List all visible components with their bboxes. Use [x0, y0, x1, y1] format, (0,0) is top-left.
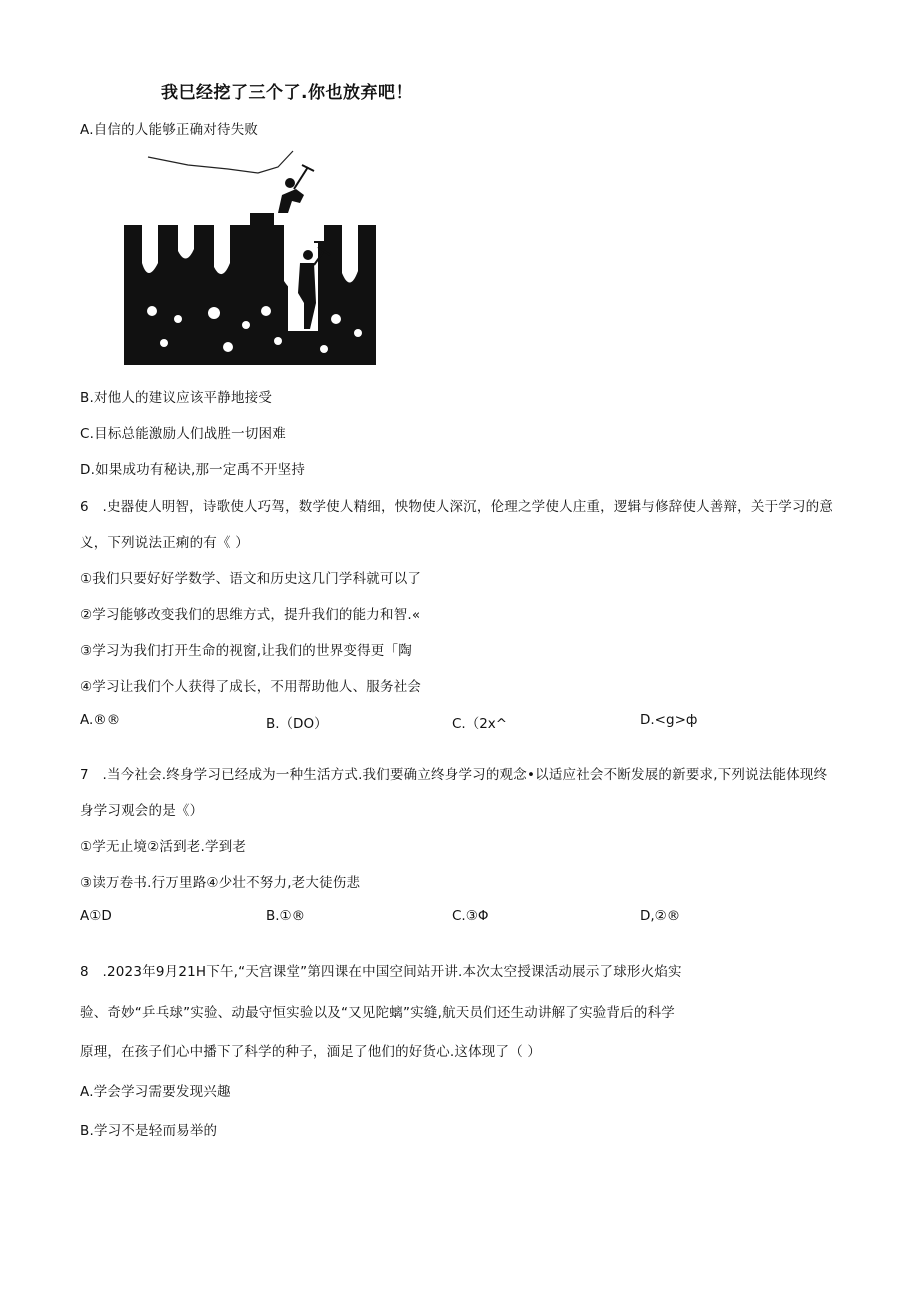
q6-item-3: ③学习为我们打开生命的视窗,让我们的世界变得更「陶 — [80, 643, 412, 659]
q6-item-2: ②学习能够改变我们的思维方式，提升我们的能力和智.« — [80, 607, 421, 623]
q7-items-1-2: ①学无止境②活到老.学到老 — [80, 839, 247, 855]
q5-option-a[interactable]: A.自信的人能够正确对待失败 — [80, 122, 259, 138]
cartoon-caption: 我巳经挖了三个了.你也放弃吧！ — [161, 83, 413, 103]
q6-choice-a[interactable]: A.®® — [80, 712, 121, 728]
q8-stem-line-3: 原理，在孩子们心中播下了科学的种子，湎足了他们的好货心.这体现了（ ） — [80, 1044, 542, 1060]
q7-choice-d[interactable]: D,②® — [640, 908, 681, 924]
q7-items-3-4: ③读万卷书.行万里路④少壮不努力,老大徒伤悲 — [80, 875, 361, 891]
q7-stem-line-1: 7 .当今社会.终身学习已经成为一种生活方式.我们要确立终身学习的观念•以适应社会不断发展的新要求,下列说法能体现终 — [80, 767, 828, 783]
q7-stem-line-2: 身学习观会的是《） — [80, 803, 204, 819]
q7-choice-a[interactable]: A①D — [80, 908, 112, 924]
q6-stem-line-2: 义，下列说法正痢的有《 ） — [80, 535, 249, 551]
cartoon-illustration — [118, 143, 382, 367]
q5-option-c[interactable]: C.目标总能激励人们战胜一切困难 — [80, 426, 286, 442]
q8-option-b[interactable]: B.学习不是轻而易举的 — [80, 1123, 218, 1139]
q6-choice-b[interactable]: B.（DO） — [266, 716, 328, 732]
q6-choice-d[interactable]: D.<g>ф — [640, 712, 698, 728]
q8-stem-line-1: 8 .2023年9月21H下午,“天宫课堂”第四课在中国空间站开讲.本次太空授课活动展示了球形火焰实 — [80, 964, 682, 980]
q6-stem-line-1: 6 .史器使人明智，诗歌使人巧驾，数学使人精细，怏物使人深沉，伦理之学使人庄重，逻辑与修辞使人善辩，关于学习的意 — [80, 499, 834, 515]
q6-item-4: ④学习让我们个人获得了成长，不用帮助他人、服务社会 — [80, 679, 422, 695]
q8-option-a[interactable]: A.学会学习需要发现兴趣 — [80, 1084, 231, 1100]
q6-choice-c[interactable]: C.（2x^ — [452, 716, 508, 732]
q8-stem-line-2: 验、奇妙“乒乓球”实验、动最守恒实验以及“又见陀螭”实缝,航天员们还生动讲解了实验背后的科学 — [80, 1005, 675, 1021]
q7-choice-c[interactable]: C.③Φ — [452, 908, 489, 924]
q7-choice-b[interactable]: B.①® — [266, 908, 306, 924]
q5-option-b[interactable]: B.对他人的建议应该平静地接受 — [80, 390, 273, 406]
q6-item-1: ①我们只要好好学数学、语文和历史这几门学科就可以了 — [80, 571, 422, 587]
q5-option-d[interactable]: D.如果成功有秘诀,那一定禹不开坚持 — [80, 462, 306, 478]
